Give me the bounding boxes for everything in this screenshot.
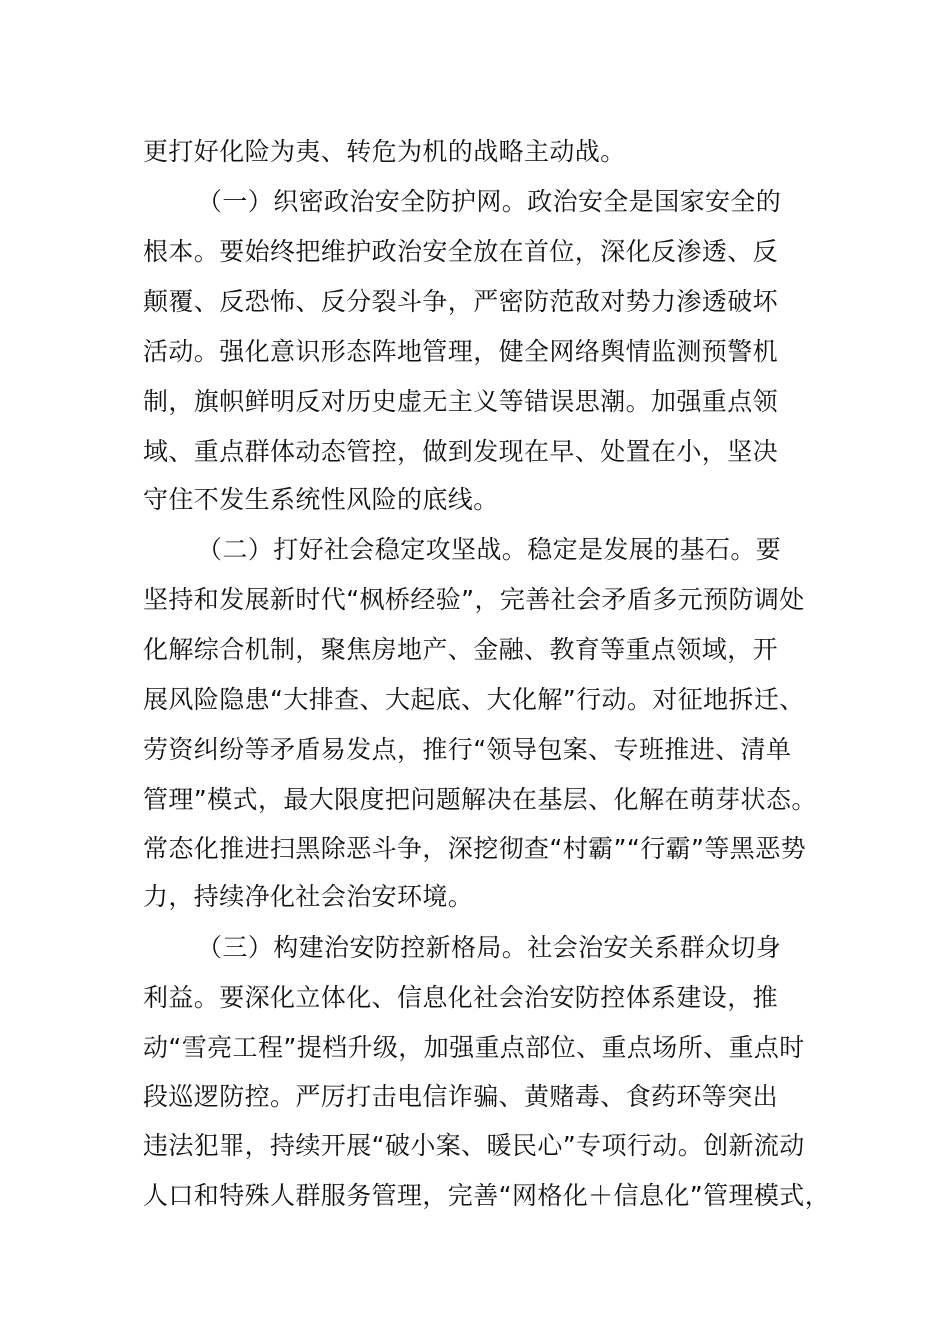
text-line-12: 展风险隐患“大排查、大起底、大化解”行动。对征地拆迁、 xyxy=(143,685,805,714)
section-2-heading-line: （二）打好社会稳定攻坚战。稳定是发展的基石。要 xyxy=(197,535,782,564)
text-line-14: 管理”模式，最大限度把问题解决在基层、化解在萌芽状态。 xyxy=(143,785,817,814)
section-1-heading-line: （一）织密政治安全防护网。政治安全是国家安全的 xyxy=(197,187,782,216)
text-line-10: 坚持和发展新时代“枫桥经验”，完善社会矛盾多元预防调处 xyxy=(143,585,805,614)
text-line-18: 利益。要深化立体化、信息化社会治安防控体系建设，推 xyxy=(143,983,779,1012)
text-line-22: 人口和特殊人群服务管理，完善“网格化＋信息化”管理模式， xyxy=(143,1181,831,1210)
text-line-1: 更打好化险为夷、转危为机的战略主动战。 xyxy=(143,137,626,166)
text-line-11: 化解综合机制，聚焦房地产、金融、教育等重点领域，开 xyxy=(143,635,779,664)
text-line-20: 段巡逻防控。严厉打击电信诈骗、黄赌毒、食药环等突出 xyxy=(143,1082,779,1111)
text-line-21: 违法犯罪，持续开展“破小案、暖民心”专项行动。创新流动 xyxy=(143,1131,805,1160)
text-line-16: 力，持续净化社会治安环境。 xyxy=(143,882,474,911)
text-line-13: 劳资纠纷等矛盾易发点，推行“领导包案、专班推进、清单 xyxy=(143,735,792,764)
text-line-4: 颠覆、反恐怖、反分裂斗争，严密防范敌对势力渗透破坏 xyxy=(143,287,779,316)
text-line-19: 动“雪亮工程”提档升级，加强重点部位、重点场所、重点时 xyxy=(143,1033,805,1062)
text-line-5: 活动。强化意识形态阵地管理，健全网络舆情监测预警机 xyxy=(143,337,779,366)
text-line-15: 常态化推进扫黑除恶斗争，深挖彻查“村霸”“行霸”等黑恶势 xyxy=(143,834,807,863)
text-line-3: 根本。要始终把维护政治安全放在首位，深化反渗透、反 xyxy=(143,237,779,266)
section-3-heading-line: （三）构建治安防控新格局。社会治安关系群众切身 xyxy=(197,933,782,962)
text-line-8: 守住不发生系统性风险的底线。 xyxy=(143,485,499,514)
text-line-7: 域、重点群体动态管控，做到发现在早、处置在小，坚决 xyxy=(143,437,779,466)
text-line-6: 制，旗帜鲜明反对历史虚无主义等错误思潮。加强重点领 xyxy=(143,387,779,416)
